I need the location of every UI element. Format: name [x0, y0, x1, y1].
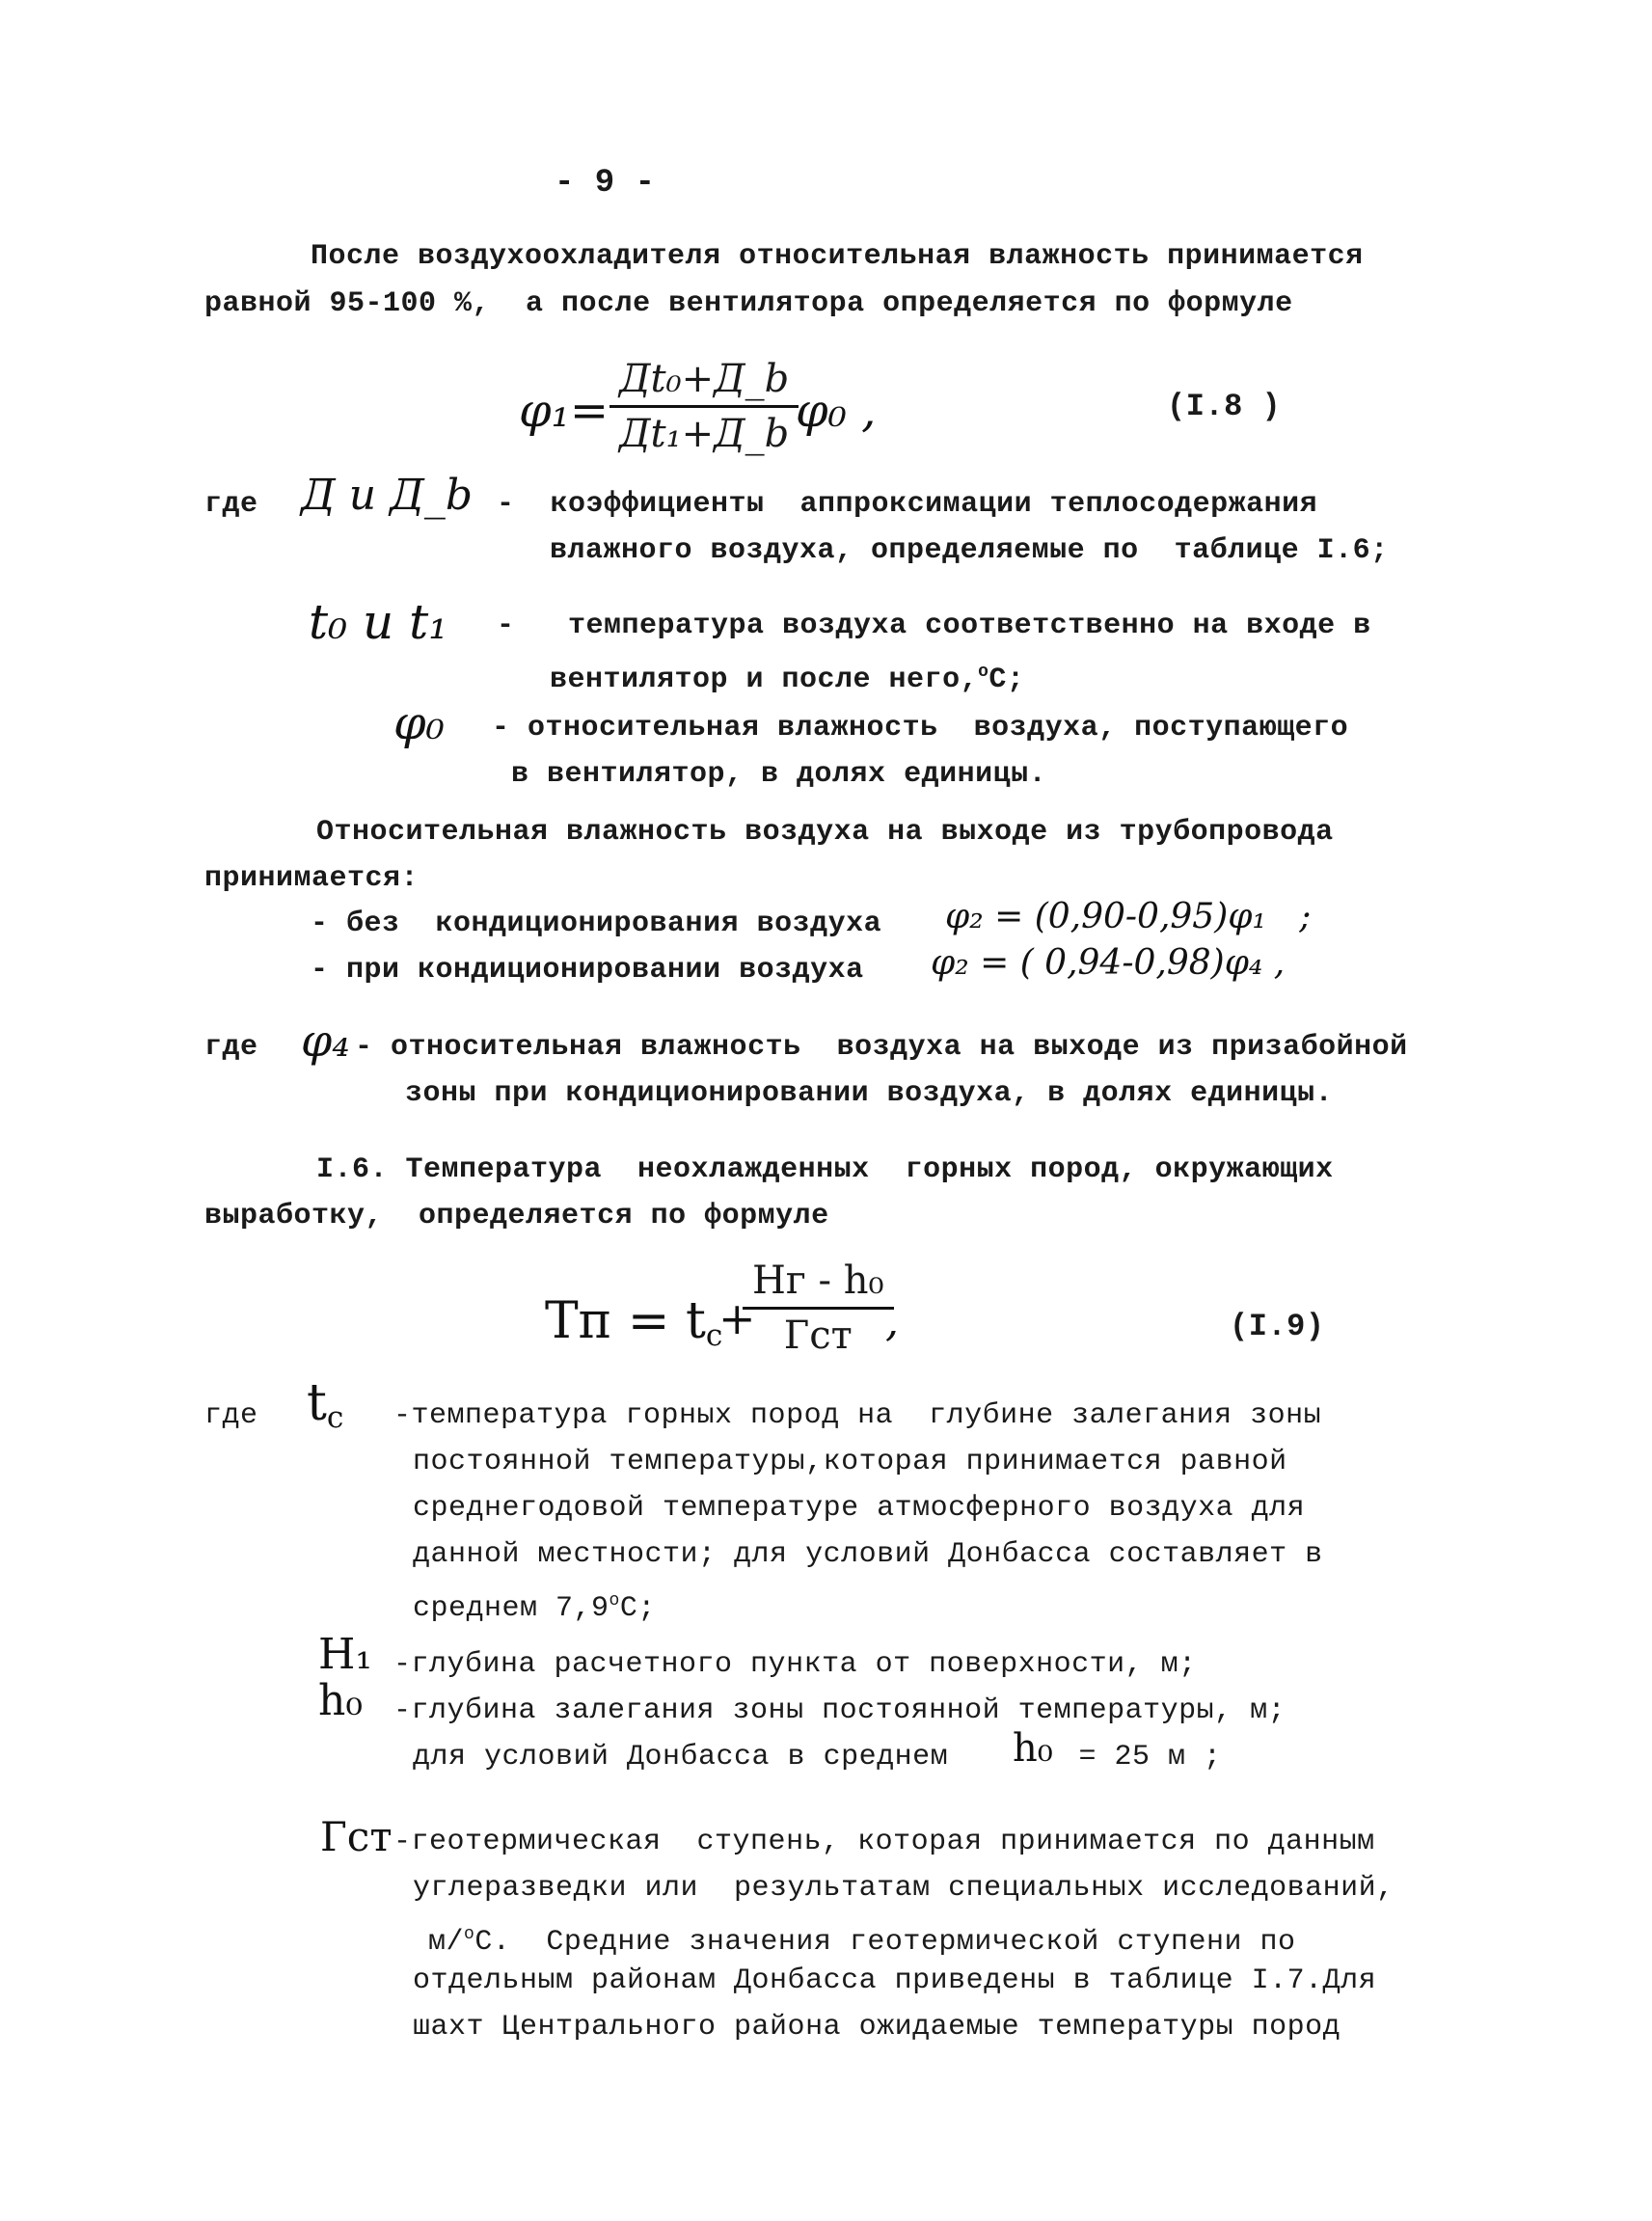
- eq19-lhs-text: Tп = t: [545, 1292, 706, 1350]
- eq19-plus: +: [718, 1292, 756, 1344]
- h0-value: = 25 м ;: [1061, 1741, 1222, 1774]
- paragraph-2-line-1: Относительная влажность воздуха на выходе из трубопровода: [316, 816, 1334, 849]
- where-1-def-3-line-2: в вентилятор, в долях единицы.: [511, 758, 1047, 791]
- eq18-fraction: [609, 357, 799, 456]
- where-3-label: где: [204, 1399, 258, 1432]
- bullet-2-formula: φ₂ = ( 0,94-0,98)φ₄ ,: [931, 943, 1286, 983]
- paragraph-1-line-1: После воздухоохладителя относительная влажность принимается: [311, 240, 1364, 273]
- tc-def-line-5-text: среднем 7,9: [413, 1591, 609, 1625]
- degree-sign: o: [464, 1925, 475, 1944]
- where-1-def-2-unit: C;: [988, 663, 1025, 696]
- where-3-symbol-gst: Гст: [320, 1813, 393, 1860]
- paragraph-2-line-2: принимается:: [204, 862, 420, 895]
- eq18-numerator: Дt₀+Д_b: [609, 357, 799, 408]
- bullet-1-formula: φ₂ = (0,90-0,95)φ₁ ;: [945, 897, 1312, 936]
- where-1-symbol-3: φ₀: [393, 696, 445, 750]
- tc-def-line-4: данной местности; для условий Донбасса составляет в: [413, 1538, 1323, 1571]
- tc-def-line-3: среднегодовой температуре атмосферного воздуха для: [413, 1492, 1306, 1525]
- where-3-symbol-h1: H₁: [318, 1630, 373, 1679]
- section-1-6-line-1: I.6. Температура неохлажденных горных пород, окружающих: [316, 1153, 1334, 1186]
- where-1-def-2-text: вентилятор и после него,: [550, 663, 979, 696]
- section-1-6-line-2: выработку, определяется по формуле: [204, 1200, 829, 1232]
- where-2-label: где: [204, 1031, 258, 1064]
- gst-def-line-3: [428, 1917, 1295, 1960]
- where-1-symbol-1: Д и Д_b: [301, 471, 474, 520]
- eq19-label: (I.9): [1230, 1309, 1325, 1344]
- eq18-lhs: φ₁=: [519, 384, 609, 438]
- h0-def-line-1: -глубина залегания зоны постоянной температуры, м;: [393, 1694, 1286, 1727]
- bullet-1-text: - без кондиционирования воздуха: [311, 907, 882, 940]
- h0-def-line-2: [413, 1740, 948, 1774]
- eq18-rhs: φ₀ ,: [796, 384, 877, 438]
- where-1-def-1-line-2: влажного воздуха, определяемые по таблице I.6;: [550, 534, 1389, 567]
- eq19-numerator: Hг - h₀: [743, 1259, 894, 1310]
- gst-def-line-5: шахт Центрального района ожидаемые температуры пород: [413, 2011, 1341, 2044]
- tc-def-line-2: постоянной температуры,которая принимается равной: [413, 1446, 1287, 1478]
- where-1-def-2-line-1: - температура воздуха соответственно на входе в: [497, 609, 1371, 642]
- where-3-symbol-tc: [307, 1374, 343, 1435]
- h0-def-line-2-text: для условий Донбасса в среднем: [413, 1741, 949, 1774]
- eq18-label: (I.8 ): [1167, 389, 1282, 424]
- tc-subscript: c: [326, 1399, 344, 1435]
- eq19-comma: ,: [885, 1297, 899, 1346]
- page-number: - 9 -: [555, 165, 656, 202]
- gst-def-line-3-text: м/: [428, 1925, 465, 1959]
- eq19-denominator: Гст: [783, 1314, 853, 1358]
- degree-sign: o: [978, 663, 989, 682]
- where-1-def-3-line-1: - относительная влажность воздуха, поступающего: [492, 712, 1349, 745]
- eq19-lhs: [545, 1292, 722, 1353]
- tc-def-unit: C;: [619, 1591, 656, 1625]
- degree-sign: o: [609, 1591, 620, 1611]
- gst-def-line-1: -геотермическая ступень, которая принимается по данным: [393, 1826, 1375, 1858]
- where-2-def-line-2: зоны при кондиционировании воздуха, в долях единицы.: [405, 1077, 1334, 1110]
- eq19-lhs-sub: c: [705, 1317, 723, 1353]
- bullet-2-text: - при кондиционировании воздуха: [311, 954, 864, 987]
- tc-symbol: t: [307, 1374, 327, 1432]
- tc-def-line-1: -температура горных пород на глубине залегания зоны: [393, 1399, 1322, 1432]
- eq18-denominator: Дt₁+Д_b: [619, 412, 790, 456]
- eq19-fraction: [743, 1259, 894, 1358]
- gst-def-unit: C. Средние значения геотермической ступени по: [474, 1925, 1296, 1959]
- gst-def-line-2: углеразведки или результатам специальных исследований,: [413, 1872, 1395, 1905]
- where-1-def-2-line-2: [550, 655, 1024, 697]
- h0-value-symbol: h₀: [1013, 1726, 1053, 1771]
- where-1-symbol-2: t₀ и t₁: [309, 594, 448, 650]
- gst-def-line-4: отдельным районам Донбасса приведены в таблице I.7.Для: [413, 1964, 1377, 1997]
- paragraph-1-line-2: равной 95-100 %, а после вентилятора определяется по формуле: [204, 287, 1293, 320]
- tc-def-line-5: [413, 1584, 656, 1626]
- where-2-def-line-1: - относительная влажность воздуха на выходе из призабойной: [355, 1031, 1408, 1064]
- where-1-def-1-line-1: - коэффициенты аппроксимации теплосодержания: [497, 488, 1318, 521]
- where-3-symbol-h0: h₀: [318, 1676, 363, 1725]
- where-1-label: где: [204, 488, 258, 521]
- h1-def-line-1: -глубина расчетного пункта от поверхности, м;: [393, 1648, 1197, 1681]
- where-2-symbol: φ₄: [301, 1015, 350, 1067]
